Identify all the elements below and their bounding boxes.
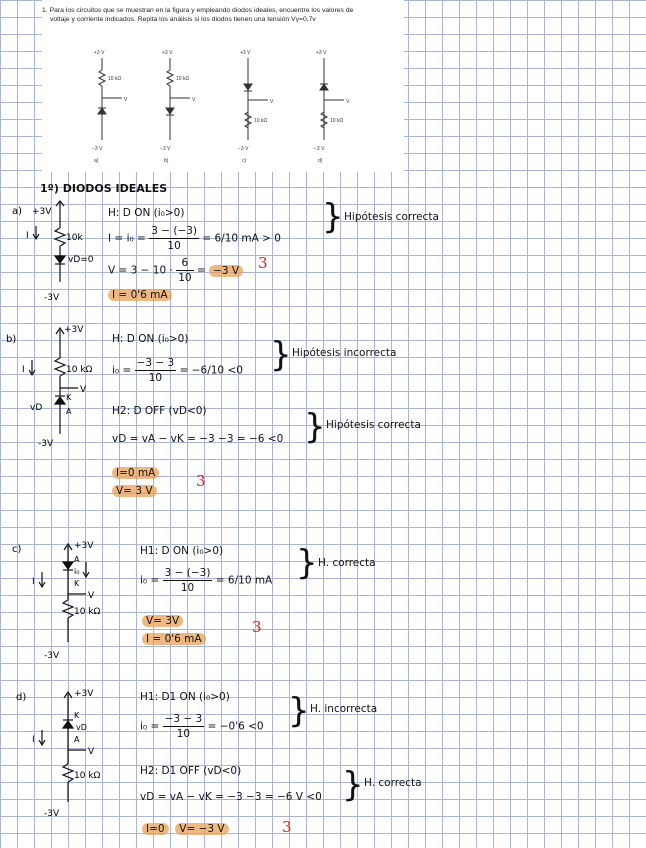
c-result-voltage: V= 3V — [142, 614, 183, 628]
b-result-voltage: V= 3 V — [112, 484, 157, 498]
d-mark: 3 — [282, 818, 292, 836]
b-verdict-1: Hipótesis incorrecta — [292, 347, 397, 359]
svg-text:10 kΩ: 10 kΩ — [330, 118, 344, 124]
b-res: 10 kΩ — [66, 365, 93, 375]
printed-problem — [42, 0, 404, 172]
d-top: +3V — [74, 689, 94, 699]
c-brace: } — [296, 543, 318, 583]
problem-line-1: Para los circuitos que se muestran en la figura y empleando diodos ideales, encuentre los valores de — [49, 7, 354, 14]
printed-label-c: c) — [242, 158, 247, 164]
a-voltage-eq: V = 3 − 10 · $\frac{6}{10}$ = −3 V — [108, 256, 243, 285]
svg-text:+3 V: +3 V — [162, 50, 173, 56]
d-current: I — [32, 735, 35, 745]
b-mark: 3 — [196, 472, 206, 490]
a-current-result: I = 0'6 mA — [108, 288, 172, 302]
d-verdict-2: H. correcta — [364, 777, 422, 789]
a-current-eq: I = i₀ = $\frac{3 - (-3)}{10}$ = 6/10 mA > 0 — [108, 225, 281, 252]
c-i0: i₀ — [74, 567, 80, 576]
a-verdict: Hipótesis correcta — [344, 211, 439, 223]
c-bottom: -3V — [44, 651, 60, 661]
c-result-current: I = 0'6 mA — [142, 632, 206, 646]
circuit-b — [8, 322, 104, 452]
circuit-c — [14, 538, 110, 668]
a-bottom: -3V — [44, 293, 60, 303]
svg-text:10 kΩ: 10 kΩ — [254, 118, 268, 124]
b-vnode: V — [80, 385, 87, 395]
circuit-a — [12, 196, 98, 306]
c-k: K — [74, 579, 80, 588]
d-result: I=0 V= −3 V — [142, 822, 229, 836]
printed-label-b: b) — [164, 158, 169, 164]
d-brace-1: } — [288, 691, 310, 731]
c-label: c) — [12, 544, 22, 555]
a-res: 10k — [66, 233, 83, 243]
b-current: I — [22, 365, 25, 375]
b-bottom: -3V — [38, 439, 54, 449]
svg-text:−3 V: −3 V — [314, 146, 325, 152]
a-brace: } — [322, 197, 344, 237]
b-verdict-2: Hipótesis correcta — [326, 419, 421, 431]
d-bottom: -3V — [44, 809, 60, 819]
d-vnode: V — [88, 747, 95, 757]
d-k: K — [74, 711, 80, 720]
c-verdict: H. correcta — [318, 557, 376, 569]
d-hypothesis-2: H2: D1 OFF (vD<0) — [140, 765, 242, 777]
a-current: I — [26, 231, 29, 241]
a-vd: vD=0 — [68, 255, 94, 265]
d-hypothesis-1: H1: D1 ON (i₀>0) — [140, 691, 230, 703]
c-res: 10 kΩ — [74, 607, 101, 617]
svg-text:−3 V: −3 V — [238, 146, 249, 152]
b-vd: vD — [30, 403, 43, 413]
c-top: +3V — [74, 541, 94, 551]
a-label: a) — [12, 206, 23, 217]
circuit-d — [14, 684, 110, 820]
c-current: I — [32, 577, 35, 587]
b-current-eq: i₀ = $\frac{-3 - 3}{10}$ = −6/10 <0 — [112, 357, 243, 384]
svg-text:+3 V: +3 V — [240, 50, 251, 56]
b-voltage-eq: vD = vA − vK = −3 −3 = −6 <0 — [112, 433, 284, 445]
printed-label-d: d) — [318, 158, 323, 164]
c-mark: 3 — [252, 618, 262, 636]
d-verdict-1: H. incorrecta — [310, 703, 378, 715]
a-top: +3V — [32, 207, 52, 217]
problem-number: 1. — [42, 7, 48, 14]
printed-circuits — [42, 0, 404, 172]
a-mark: 3 — [258, 254, 268, 272]
svg-text:10 kΩ: 10 kΩ — [176, 76, 190, 82]
b-k: K — [66, 393, 72, 402]
a-hypothesis: H: D ON (i₀>0) — [108, 207, 185, 219]
c-current-eq: i₀ = $\frac{3 - (-3)}{10}$ = 6/10 mA — [140, 567, 273, 594]
svg-text:V: V — [270, 99, 274, 105]
svg-text:V: V — [192, 97, 196, 103]
b-hypothesis-1: H: D ON (i₀>0) — [112, 333, 189, 345]
d-brace-2: } — [342, 765, 364, 805]
d-voltage-eq: vD = vA − vK = −3 −3 = −6 V <0 — [140, 791, 322, 803]
d-res: 10 kΩ — [74, 771, 101, 781]
b-brace-2: } — [304, 407, 326, 447]
c-a: A — [74, 555, 80, 564]
printed-label-a: a) — [94, 158, 99, 164]
d-current-eq: i₀ = $\frac{-3 - 3}{10}$ = −0'6 <0 — [140, 713, 264, 740]
b-hypothesis-2: H2: D OFF (vD<0) — [112, 405, 207, 417]
c-hypothesis: H1: D ON (i₀>0) — [140, 545, 224, 557]
svg-text:−3 V: −3 V — [160, 146, 171, 152]
b-top: +3V — [64, 325, 84, 335]
b-a: A — [66, 407, 72, 416]
b-brace-1: } — [270, 335, 292, 375]
d-vd: vD — [76, 723, 87, 732]
svg-text:−3 V: −3 V — [92, 146, 103, 152]
printed-a-top: +3 V — [94, 50, 105, 56]
b-result-current: I=0 mA — [112, 466, 159, 480]
svg-text:+3 V: +3 V — [316, 50, 327, 56]
c-vnode: V — [88, 591, 95, 601]
svg-text:V: V — [346, 99, 350, 105]
b-label: b) — [6, 334, 17, 345]
section-heading: 1º) DIODOS IDEALES — [40, 182, 168, 195]
d-a: A — [74, 735, 80, 744]
a-voltage-result: −3 V — [209, 265, 243, 277]
svg-text:V: V — [124, 97, 128, 103]
svg-text:10 kΩ: 10 kΩ — [108, 76, 122, 82]
d-label: d) — [16, 692, 27, 703]
problem-line-2: voltaje y corriente indicados. Repita los análisis si los diodos tienen una tensión Vγ=0,7v — [50, 16, 316, 23]
